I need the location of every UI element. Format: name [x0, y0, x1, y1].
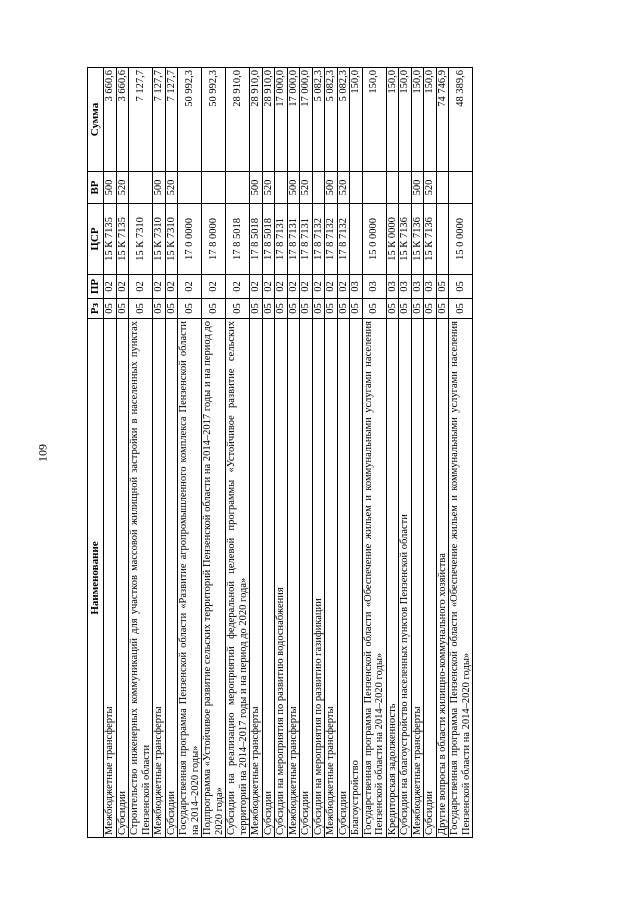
cell-name: Межбюджетные трансферты [104, 319, 117, 838]
cell-csr: 15 К 7136 [424, 204, 437, 275]
header-sum: Сумма [88, 68, 104, 172]
cell-vr [386, 172, 399, 204]
cell-csr: 15 К 7310 [153, 204, 166, 275]
cell-vr [275, 172, 288, 204]
cell-vr [202, 172, 226, 204]
cell-vr: 500 [411, 172, 424, 204]
cell-csr: 17 8 7131 [287, 204, 300, 275]
cell-vr: 520 [116, 172, 129, 204]
cell-pr: 03 [411, 275, 424, 299]
cell-vr: 500 [287, 172, 300, 204]
cell-rz: 05 [300, 299, 313, 319]
cell-sum: 74 746,9 [436, 68, 449, 172]
cell-sum: 3 660,6 [104, 68, 117, 172]
cell-name: Субсидии на благоустройство населенных пунктов Пензенской области [399, 319, 412, 838]
cell-name: Строительство инженерных коммуникаций для участков массовой жилищной застройки в населенных пунктах Пензенской области [129, 319, 153, 838]
table-row [250, 68, 263, 838]
table-row [226, 68, 250, 838]
cell-csr: 17 8 7132 [337, 204, 350, 275]
table-row [325, 68, 338, 838]
table-row [424, 68, 437, 838]
cell-rz: 05 [386, 299, 399, 319]
table-body [104, 68, 473, 838]
cell-pr: 02 [287, 275, 300, 299]
cell-rz: 05 [337, 299, 350, 319]
cell-vr: 520 [337, 172, 350, 204]
cell-vr: 520 [424, 172, 437, 204]
cell-sum: 150,0 [386, 68, 399, 172]
table-row [178, 68, 202, 838]
cell-pr: 03 [386, 275, 399, 299]
cell-sum: 7 127,7 [165, 68, 178, 172]
table-row [411, 68, 424, 838]
header-pr: ПР [88, 275, 104, 299]
cell-rz: 05 [153, 299, 166, 319]
cell-csr: 15 К 0000 [386, 204, 399, 275]
cell-vr [399, 172, 412, 204]
cell-vr: 500 [104, 172, 117, 204]
table-row [362, 68, 386, 838]
cell-name: Благоустройство [350, 319, 363, 838]
header-vr: ВР [88, 172, 104, 204]
cell-vr [449, 172, 473, 204]
cell-pr: 02 [275, 275, 288, 299]
cell-sum: 7 127,7 [153, 68, 166, 172]
cell-pr: 02 [153, 275, 166, 299]
cell-sum: 28 910,0 [262, 68, 275, 172]
cell-rz: 05 [250, 299, 263, 319]
cell-sum: 17 000,0 [275, 68, 288, 172]
cell-sum: 48 389,6 [449, 68, 473, 172]
cell-sum: 5 082,3 [312, 68, 325, 172]
cell-pr: 02 [337, 275, 350, 299]
cell-pr: 02 [178, 275, 202, 299]
cell-pr: 05 [449, 275, 473, 299]
cell-vr [436, 172, 449, 204]
cell-rz: 05 [325, 299, 338, 319]
cell-sum: 17 000,0 [287, 68, 300, 172]
cell-rz: 05 [287, 299, 300, 319]
cell-name: Межбюджетные трансферты [250, 319, 263, 838]
cell-vr: 520 [300, 172, 313, 204]
cell-rz: 05 [350, 299, 363, 319]
table-row [165, 68, 178, 838]
budget-table [87, 67, 473, 838]
cell-vr [350, 172, 363, 204]
cell-csr: 17 8 7131 [300, 204, 313, 275]
table-row [104, 68, 117, 838]
table-row [116, 68, 129, 838]
cell-csr [350, 204, 363, 275]
table-row [386, 68, 399, 838]
cell-csr: 15 К 7135 [116, 204, 129, 275]
cell-pr: 02 [262, 275, 275, 299]
cell-csr: 15 0 0000 [362, 204, 386, 275]
table-row [287, 68, 300, 838]
cell-pr: 02 [104, 275, 117, 299]
cell-pr: 02 [116, 275, 129, 299]
cell-pr: 02 [300, 275, 313, 299]
header-csr: ЦСР [88, 204, 104, 275]
cell-rz: 05 [178, 299, 202, 319]
table-row [399, 68, 412, 838]
cell-vr [226, 172, 250, 204]
cell-pr: 03 [362, 275, 386, 299]
header-name: Наименование [88, 319, 104, 838]
cell-sum: 5 082,3 [337, 68, 350, 172]
cell-rz: 05 [275, 299, 288, 319]
cell-rz: 05 [312, 299, 325, 319]
cell-pr: 03 [399, 275, 412, 299]
cell-pr: 02 [325, 275, 338, 299]
cell-name: Субсидии на мероприятия по развитию газификации [312, 319, 325, 838]
cell-pr: 03 [350, 275, 363, 299]
cell-name: Межбюджетные трансферты [325, 319, 338, 838]
cell-csr: 15 К 7136 [399, 204, 412, 275]
cell-csr: 15 К 7310 [129, 204, 153, 275]
cell-vr: 500 [325, 172, 338, 204]
table-row [312, 68, 325, 838]
cell-csr: 15 К 7310 [165, 204, 178, 275]
cell-pr: 02 [202, 275, 226, 299]
cell-name: Государственная программа Пензенской области «Развитие агропромышленного комплекса Пензенской области на 2014–2020 годы» [178, 319, 202, 838]
cell-name: Государственная программа Пензенской области «Обеспечение жильем и коммунальными услугами населения Пензенской области на 2014–2020 годы» [449, 319, 473, 838]
header-row [88, 68, 104, 838]
table-row [129, 68, 153, 838]
cell-csr: 17 8 7132 [312, 204, 325, 275]
cell-rz: 05 [129, 299, 153, 319]
cell-name: Другие вопросы в области жилищно-коммунального хозяйства [436, 319, 449, 838]
cell-rz: 05 [449, 299, 473, 319]
cell-pr: 02 [165, 275, 178, 299]
cell-name: Субсидии [337, 319, 350, 838]
cell-name: Субсидии [424, 319, 437, 838]
cell-csr: 15 К 7135 [104, 204, 117, 275]
cell-csr: 17 8 5018 [226, 204, 250, 275]
cell-name: Государственная программа Пензенской области «Обеспечение жильем и коммунальными услугами населения Пензенской области на 2014–2020 годы» [362, 319, 386, 838]
cell-sum: 150,0 [424, 68, 437, 172]
cell-pr: 05 [436, 275, 449, 299]
table-row [337, 68, 350, 838]
cell-vr [129, 172, 153, 204]
cell-vr [178, 172, 202, 204]
cell-vr: 500 [250, 172, 263, 204]
cell-csr: 17 8 0000 [202, 204, 226, 275]
cell-vr: 520 [262, 172, 275, 204]
cell-csr: 17 8 7132 [325, 204, 338, 275]
cell-rz: 05 [262, 299, 275, 319]
cell-rz: 05 [104, 299, 117, 319]
budget-table-rotated [87, 68, 473, 838]
cell-csr: 17 0 0000 [178, 204, 202, 275]
cell-sum: 50 992,3 [202, 68, 226, 172]
cell-sum: 7 127,7 [129, 68, 153, 172]
table-row [202, 68, 226, 838]
table-row [153, 68, 166, 838]
cell-csr: 17 8 5018 [262, 204, 275, 275]
table-row [275, 68, 288, 838]
cell-sum: 150,0 [411, 68, 424, 172]
cell-name: Субсидии [165, 319, 178, 838]
cell-rz: 05 [226, 299, 250, 319]
cell-name: Межбюджетные трансферты [411, 319, 424, 838]
cell-csr [436, 204, 449, 275]
cell-sum: 50 992,3 [178, 68, 202, 172]
cell-vr: 500 [153, 172, 166, 204]
cell-rz: 05 [202, 299, 226, 319]
cell-rz: 05 [424, 299, 437, 319]
cell-rz: 05 [436, 299, 449, 319]
cell-pr: 02 [250, 275, 263, 299]
cell-name: Субсидии [262, 319, 275, 838]
cell-csr: 17 8 7131 [275, 204, 288, 275]
table-row [300, 68, 313, 838]
cell-vr [362, 172, 386, 204]
cell-csr: 17 8 5018 [250, 204, 263, 275]
cell-name: Подпрограмма «Устойчивое развитие сельских территорий Пензенской области на 2014–2017 годы и на период до 2020 года» [202, 319, 226, 838]
table-row [449, 68, 473, 838]
cell-pr: 02 [226, 275, 250, 299]
cell-sum: 17 000,0 [300, 68, 313, 172]
cell-sum: 3 660,6 [116, 68, 129, 172]
cell-name: Субсидии [116, 319, 129, 838]
cell-rz: 05 [362, 299, 386, 319]
cell-sum: 5 082,3 [325, 68, 338, 172]
cell-name: Субсидии на мероприятия по развитию водоснабжения [275, 319, 288, 838]
table-row [262, 68, 275, 838]
cell-sum: 150,0 [399, 68, 412, 172]
cell-pr: 02 [129, 275, 153, 299]
cell-sum: 28 910,0 [250, 68, 263, 172]
cell-name: Субсидии на реализацию мероприятий федеральной целевой программы «Устойчивое развитие сельских территорий на 2014–2017 годы и на период до 2020 года» [226, 319, 250, 838]
cell-name: Межбюджетные трансферты [153, 319, 166, 838]
cell-name: Субсидии [300, 319, 313, 838]
cell-rz: 05 [165, 299, 178, 319]
cell-csr: 15 К 7136 [411, 204, 424, 275]
table-row [350, 68, 363, 838]
cell-sum: 28 910,0 [226, 68, 250, 172]
table-row [436, 68, 449, 838]
cell-pr: 02 [312, 275, 325, 299]
cell-csr: 15 0 0000 [449, 204, 473, 275]
cell-sum: 150,0 [350, 68, 363, 172]
cell-vr [312, 172, 325, 204]
cell-name: Межбюджетные трансферты [287, 319, 300, 838]
page-number: 109 [35, 444, 50, 462]
cell-name: Кредиторская задолженность [386, 319, 399, 838]
cell-rz: 05 [116, 299, 129, 319]
cell-vr: 520 [165, 172, 178, 204]
cell-rz: 05 [411, 299, 424, 319]
cell-rz: 05 [399, 299, 412, 319]
cell-sum: 150,0 [362, 68, 386, 172]
header-rz: Рз [88, 299, 104, 319]
cell-pr: 03 [424, 275, 437, 299]
